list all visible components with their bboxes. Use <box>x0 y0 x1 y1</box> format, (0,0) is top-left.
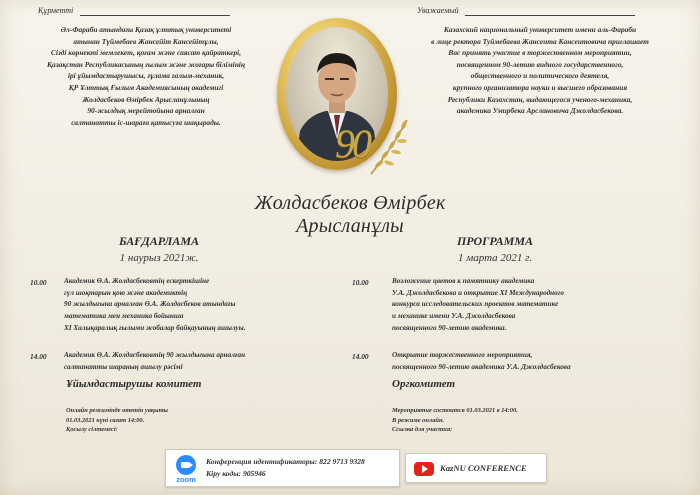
program-ru-time-2: 14.00 <box>352 352 369 361</box>
invitation-line: в лице ректора Туймебаева Жансеита Кансеитовича приглашает <box>431 36 649 46</box>
left-name-line <box>80 15 230 16</box>
zoom-access-code: Кіру коды: 905946 <box>206 469 266 478</box>
youtube-channel-card[interactable] <box>405 453 547 483</box>
zoom-details <box>206 456 365 480</box>
youtube-channel-name: KazNU CONFERENCE <box>440 463 527 473</box>
invitation-line: академика Умирбека Арслановича Джолдасбекова. <box>456 106 624 116</box>
invitation-line: Сізді көрнекті мемлекет, қоғам және саясат қайраткері, <box>50 48 242 58</box>
note-line: Мероприятие состоится 01.03.2021 в 14:00. <box>392 407 518 414</box>
left-salutation: Құрметті <box>38 6 74 15</box>
note-line: Ссылка для участия: <box>392 426 453 434</box>
right-invitation-text <box>405 24 675 117</box>
program-ru-title: ПРОГРАММА <box>456 234 534 248</box>
anniversary-number: 90 <box>335 121 369 166</box>
left-invitation-text <box>10 24 282 128</box>
program-kz-item-1 <box>64 276 324 335</box>
invitation-line: 90-жылдық мерейтойына арналған <box>87 106 205 116</box>
play-icon <box>422 465 428 473</box>
invitation-line: атынан Түймебаев Жансейіт Кансейітұлы, <box>73 36 219 46</box>
invitation-line: крупного организатора науки и высшего образования <box>452 82 628 92</box>
program-item-line: Академик Ө.А. Жолдасбековтің ескерткішіне <box>64 277 210 285</box>
program-item-line: салтанатты шараның ашылу рәсімі <box>64 362 183 371</box>
program-item-line: 90 жылдығына арналған Ө.А. Жолдасбеков атындағы <box>64 300 236 309</box>
program-ru-committee: Оргкомитет <box>392 378 456 390</box>
invitation-line: Вас принять участие в торжественном мероприятии, <box>448 48 632 58</box>
invitation-line: общественного и политического деятеля, <box>470 71 610 81</box>
program-item-line: Открытие торжественного мероприятия, <box>392 351 533 359</box>
invitation-line: посвященном 90-летию видного государственного, <box>456 59 624 69</box>
program-item-line: У.А. Джолдасбекова и открытие XI Международного <box>392 288 564 297</box>
program-kz-item-2 <box>64 350 324 373</box>
note-line: Қосылу сілтемесі: <box>66 426 118 434</box>
program-item-line: математика мен механика бойынша <box>64 312 184 321</box>
program-item-line: конкурса исследовательских проектов математике <box>392 300 559 309</box>
program-kz-date: 1 наурыз 2021ж. <box>119 252 199 264</box>
invitation-line: салтанатты іс-шараға қатысуға шақырады. <box>71 117 221 127</box>
note-line: 01.03.2021 күні сағат 14:00. <box>66 416 145 424</box>
program-item-line: посвященного 90-летию академика. <box>392 323 507 332</box>
program-ru-item-2 <box>392 350 672 373</box>
zoom-brand: zoom <box>176 475 196 484</box>
program-kz-online-notes <box>66 406 266 435</box>
note-line: В режиме онлайн. <box>392 416 445 424</box>
invitation-line: Әл-Фараби атындағы Қазақ ұлттық университеті <box>60 25 232 34</box>
program-kz-committee: Ұйымдастырушы комитет <box>66 378 202 390</box>
invitation-line: ҚР Ұлттық Ғылым Академиясының академигі <box>68 82 224 92</box>
right-name-line <box>465 15 635 16</box>
program-ru-date: 1 марта 2021 г. <box>457 252 533 264</box>
invitation-line: ірі ұйымдастырушысы, ғұлама ғалым-механик, <box>67 71 225 81</box>
zoom-conference-id: Конференция идентификаторы: 822 9713 9328 <box>206 457 365 466</box>
invitation-line: Республики Казахстан, выдающегося ученого-механика, <box>447 94 633 104</box>
program-kz-time-2: 14.00 <box>30 352 47 361</box>
invitation-line: Казахский национальный университет имени аль-Фараби <box>443 25 637 34</box>
program-item-line: XI Халықаралық ғылыми жобалар байқауының ашылуы. <box>64 323 246 332</box>
program-ru-online-notes <box>392 406 612 435</box>
program-item-line: и механике имени У.А. Джолдасбекова <box>392 312 516 321</box>
right-salutation: Уважаемый <box>417 6 459 15</box>
program-ru-item-1 <box>392 276 672 335</box>
program-kz-title: БАҒДАРЛАМА <box>118 234 200 248</box>
invitation-line: Жолдасбеков Өмірбек Арысланұлының <box>82 94 210 104</box>
portrait <box>277 18 413 176</box>
invitation-line: Қазақстан Республикасының ғылым және жоғары білімінің <box>47 59 245 69</box>
program-item-line: Академик Ө.А. Жолдасбековтің 90 жылдығына арналған <box>64 351 246 359</box>
program-kz-time-1: 10.00 <box>30 278 47 287</box>
laurel-branch-icon <box>365 114 413 176</box>
honoree-name: Жолдасбеков Өмірбек Арысланұлы <box>254 192 446 237</box>
program-item-line: гүл шоқтарын қою және академиктің <box>64 288 188 297</box>
program-item-line: посвященного 90-летию академика У.А. Джолдасбекова <box>392 362 571 371</box>
zoom-conference-card[interactable] <box>165 449 400 487</box>
note-line: Онлайн режимінде өтетін уақыты <box>66 407 168 414</box>
program-ru-time-1: 10.00 <box>352 278 369 287</box>
program-item-line: Возложение цветов к памятнику академика <box>392 277 535 285</box>
